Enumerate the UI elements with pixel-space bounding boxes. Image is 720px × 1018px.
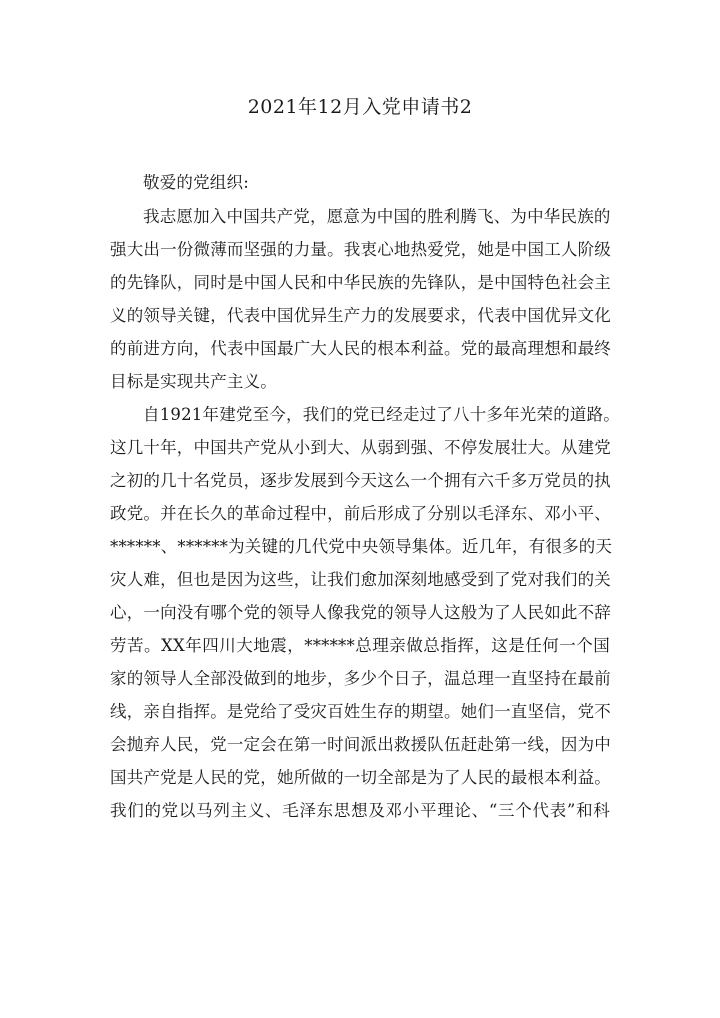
- paragraph-2-line-1: 自1921年建党至今，我们的党已经走过了八十多年光荣的道路。: [143, 405, 620, 424]
- paragraph-2-line-7: 心，一向没有哪个党的领导人像我党的领导人这般为了人民如此不辞: [110, 603, 611, 622]
- paragraph-2-line-10: 线，亲自指挥。是党给了受灾百姓生存的期望。她们一直坚信，党不: [110, 702, 611, 721]
- paragraph-2-line-4: 政党。并在长久的革命过程中，前后形成了分别以毛泽东、邓小平、: [110, 504, 611, 523]
- paragraph-2-line-2: 这几十年，中国共产党从小到大、从弱到强、不停发展壮大。从建党: [110, 438, 611, 457]
- paragraph-1-line-1: 我志愿加入中国共产党，愿意为中国的胜利腾飞、为中华民族的: [143, 207, 611, 226]
- paragraph-2-line-9: 家的领导人全部没做到的地步，多少个日子，温总理一直坚持在最前: [110, 669, 611, 688]
- paragraph-1-line-2: 强大出一份微薄而坚强的力量。我衷心地热爱党，她是中国工人阶级: [110, 240, 611, 259]
- paragraph-2-line-8: 劳苦。XX年四川大地震，******总理亲做总指挥，这是任何一个国: [110, 636, 610, 655]
- paragraph-2-line-5: ******、******为关键的几代党中央领导集体。近几年，有很多的天: [110, 537, 613, 556]
- salutation: 敬爱的党组织:: [143, 173, 249, 192]
- document-body: [110, 166, 620, 827]
- paragraph-1-line-3: 的先锋队，同时是中国人民和中华民族的先锋队，是中国特色社会主: [110, 273, 611, 292]
- paragraph-2-line-12: 国共产党是人民的党，她所做的一切全部是为了人民的最根本利益。: [110, 768, 611, 787]
- paragraph-1-line-6: 目标是实现共产主义。: [110, 372, 277, 391]
- paragraph-2-line-11: 会抛弃人民，党一定会在第一时间派出救援队伍赶赴第一线，因为中: [110, 735, 611, 754]
- paragraph-1-line-4: 义的领导关键，代表中国优异生产力的发展要求，代表中国优异文化: [110, 306, 611, 325]
- paragraph-1-line-5: 的前进方向，代表中国最广大人民的根本利益。党的最高理想和最终: [110, 339, 611, 358]
- paragraph-2-line-3: 之初的几十名党员，逐步发展到今天这么一个拥有六千多万党员的执: [110, 471, 611, 490]
- document-title: 2021年12月入党申请书2: [247, 96, 473, 118]
- paragraph-2-line-6: 灾人难，但也是因为这些，让我们愈加深刻地感受到了党对我们的关: [110, 570, 611, 589]
- paragraph-2-line-13: 我们的党以马列主义、毛泽东思想及邓小平理论、“三个代表”和科: [110, 801, 610, 820]
